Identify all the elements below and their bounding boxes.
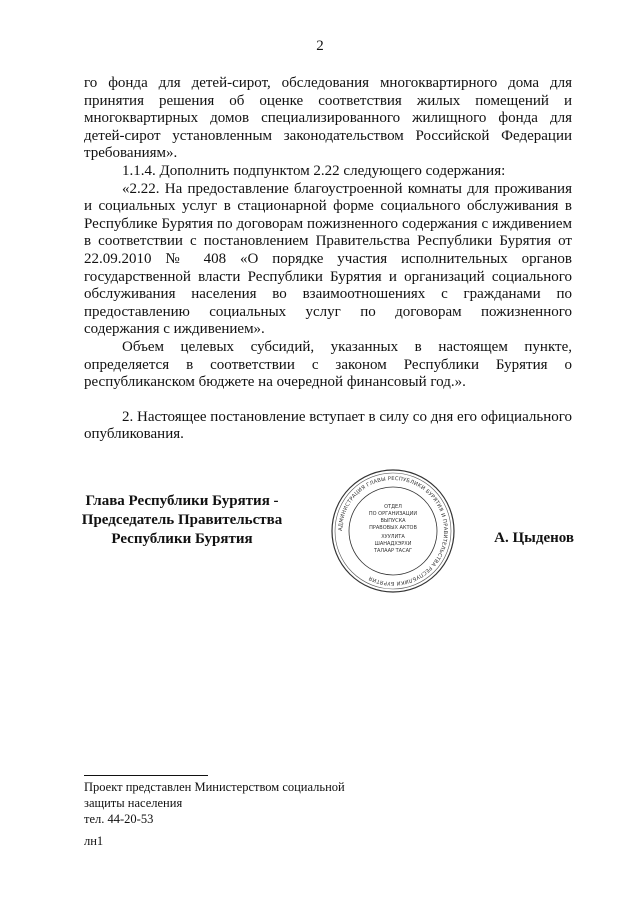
paragraph-effective-date: 2. Настоящее постановление вступает в силу со дня его официального опубликования. xyxy=(84,408,572,443)
footer-line: Проект представлен Министерством социальной xyxy=(84,780,345,794)
seal-text: ВЫПУСКА xyxy=(380,518,406,524)
seal-text: ХУУЛИТА xyxy=(381,534,405,540)
seal-text: ОТДЕЛ xyxy=(384,504,402,510)
signatory-title-line: Председатель Правительства xyxy=(81,512,283,528)
paragraph-amendment-intro: 1.1.4. Дополнить подпунктом 2.22 следующего содержания: xyxy=(122,162,506,179)
signatory-title-line: Глава Республики Бурятия - xyxy=(85,493,279,509)
paragraph-continuation: го фонда для детей-сирот, обследования многоквартирного дома для принятия решения об оценке соответствия жилых помещений и многоквартирных домов специализированного жилищного фонда для детей-сирот установленным законодательством Российской Федерации требованиям». xyxy=(84,75,572,162)
seal-text: ПРАВОВЫХ АКТОВ xyxy=(369,525,417,531)
seal-ring-text: АДМИНИСТРАЦИЯ ГЛАВЫ РЕСПУБЛИКИ БУРЯТИЯ И ПРАВИТЕЛЬСТВА РЕСПУБЛИКИ БУРЯТИЯ xyxy=(337,475,449,587)
svg-text:АДМИНИСТРАЦИЯ ГЛАВЫ РЕСПУБЛИКИ xyxy=(338,476,448,586)
signatory-name: А. Цыденов xyxy=(494,530,574,546)
paragraph-subpoint-2-22: «2.22. На предоставление благоустроенной комнаты для проживания и социальных услуг в стационарной форме социального обслуживания в Республике Бурятия по договорам пожизненного содержания с иждивением в соответствии с постановлением Правительства Республики Бурятия от 22.09.2010 № 408 «О порядке участия исполнительных органов государственной власти Республики Бурятия и организаций социального обслуживания населения во взаимоотношениях с гражданами по предоставлению социальных услуг по договорам пожизненного содержания с иждивением». xyxy=(84,180,572,338)
seal-text: ПО ОРГАНИЗАЦИИ xyxy=(368,511,418,517)
footer-line: защиты населения xyxy=(84,796,183,810)
footer-phone: тел. 44-20-53 xyxy=(84,812,154,826)
footer-divider xyxy=(84,775,208,776)
official-seal-stamp xyxy=(330,468,456,594)
document-code: лн1 xyxy=(84,834,104,848)
page-number: 2 xyxy=(316,38,324,54)
footer-note xyxy=(84,779,345,827)
seal-text: ШАНАДХЭРХИ xyxy=(374,541,412,547)
paragraph-subsidy-volume: Объем целевых субсидий, указанных в настоящем пункте, определяется в соответствии с законом Республики Бурятия о республиканском бюджете на очередной финансовый год.». xyxy=(84,338,572,391)
seal-text: ТАЛААР ТАСАГ xyxy=(373,548,413,554)
signatory-title-line: Республики Бурятия xyxy=(111,531,253,547)
document-body xyxy=(84,75,572,444)
signatory-title xyxy=(68,492,296,549)
